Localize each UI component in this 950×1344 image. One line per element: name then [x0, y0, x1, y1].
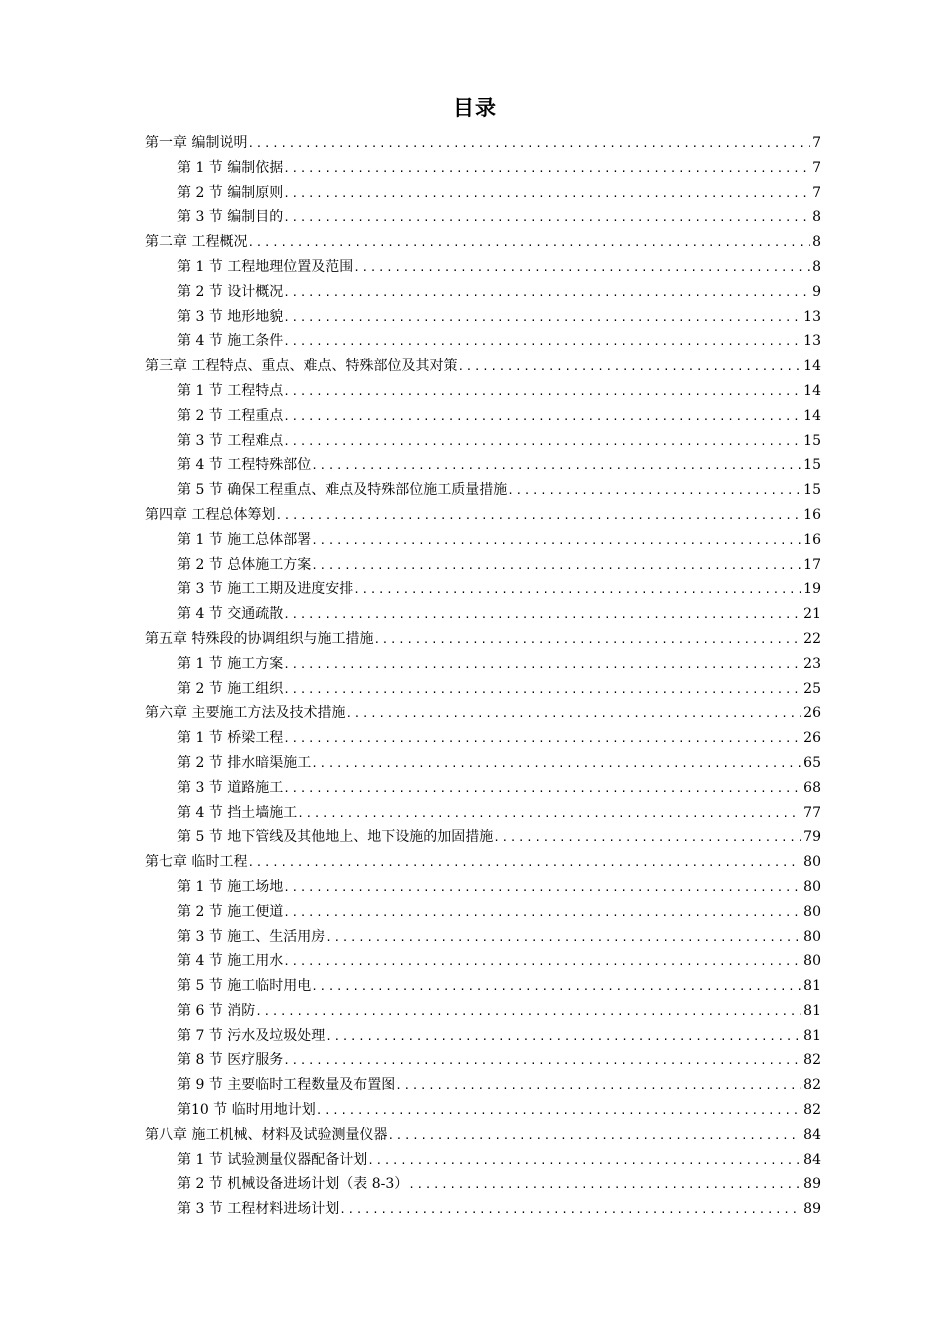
toc-page-number: 82 — [803, 1077, 821, 1094]
toc-section-entry[interactable] — [145, 926, 821, 951]
toc-section-entry[interactable] — [145, 901, 821, 926]
toc-entry-label: 第 2 节 排水暗渠施工 — [177, 754, 312, 771]
toc-dot-leader — [297, 807, 801, 820]
toc-page-number: 80 — [803, 903, 821, 920]
toc-dot-leader — [247, 236, 810, 249]
toc-dot-leader — [353, 583, 801, 596]
toc-dot-leader — [283, 385, 801, 398]
toc-entry-label: 第一章 编制说明 — [145, 135, 248, 151]
toc-dot-leader — [316, 1104, 801, 1117]
toc-section-entry[interactable] — [145, 678, 821, 703]
toc-page-number: 65 — [803, 754, 821, 771]
toc-page-number: 84 — [803, 1126, 821, 1143]
toc-dot-leader — [283, 906, 801, 919]
toc-section-entry[interactable] — [145, 653, 821, 678]
toc-entry-label: 第八章 施工机械、材料及试验测量仪器 — [145, 1126, 388, 1143]
toc-page-number: 21 — [803, 606, 821, 623]
toc-page-number: 81 — [803, 978, 821, 995]
toc-dot-leader — [275, 509, 801, 522]
toc-page-number: 15 — [803, 432, 821, 449]
toc-dot-leader — [283, 881, 801, 894]
toc-dot-leader — [247, 137, 810, 150]
toc-page-number: 82 — [803, 1102, 821, 1119]
toc-dot-leader — [311, 459, 801, 472]
toc-page-number: 13 — [803, 333, 821, 350]
toc-entry-label: 第10 节 临时用地计划 — [177, 1102, 316, 1119]
toc-dot-leader — [283, 683, 801, 696]
toc-section-entry[interactable] — [145, 777, 821, 802]
toc-entry-label: 第 2 节 总体施工方案 — [177, 556, 312, 573]
toc-entry-label: 第 3 节 工程难点 — [177, 432, 284, 449]
toc-entry-label: 第 1 节 施工总体部署 — [177, 531, 312, 548]
toc-entry-label: 第 4 节 交通疏散 — [177, 606, 284, 623]
toc-chapter-entry[interactable] — [145, 1124, 821, 1149]
toc-page-number: 89 — [803, 1176, 821, 1193]
toc-chapter-entry[interactable] — [145, 702, 821, 727]
toc-section-entry[interactable] — [145, 1025, 821, 1050]
toc-page-number: 16 — [803, 506, 821, 523]
toc-entry-label: 第五章 特殊段的协调组织与施工措施 — [145, 630, 374, 647]
toc-dot-leader — [283, 732, 801, 745]
toc-page-number: 8 — [812, 234, 821, 251]
toc-entry-label: 第 2 节 编制原则 — [177, 184, 284, 201]
toc-section-entry[interactable] — [145, 1173, 821, 1198]
toc-entry-label: 第 3 节 施工工期及进度安排 — [177, 581, 354, 598]
toc-dot-leader — [283, 311, 801, 324]
toc-page-number: 26 — [803, 705, 821, 722]
toc-dot-leader — [345, 707, 801, 720]
toc-section-entry[interactable] — [145, 430, 821, 455]
toc-chapter-entry[interactable] — [145, 231, 821, 256]
toc-page-number: 80 — [803, 854, 821, 871]
toc-page-number: 17 — [803, 556, 821, 573]
toc-entry-label: 第 3 节 施工、生活用房 — [177, 928, 326, 945]
toc-entry-label: 第 9 节 主要临时工程数量及布置图 — [177, 1077, 396, 1094]
toc-dot-leader — [408, 1178, 801, 1191]
toc-entry-label: 第 3 节 地形地貌 — [177, 308, 284, 325]
toc-page-number: 81 — [803, 1027, 821, 1044]
toc-entry-label: 第七章 临时工程 — [145, 854, 248, 871]
toc-entry-label: 第 8 节 医疗服务 — [177, 1052, 284, 1069]
toc-chapter-entry[interactable] — [145, 504, 821, 529]
toc-dot-leader — [353, 261, 810, 274]
toc-page-number: 7 — [812, 135, 821, 151]
toc-entry-label: 第 3 节 道路施工 — [177, 779, 284, 796]
toc-section-entry[interactable] — [145, 529, 821, 554]
toc-page-number: 13 — [803, 308, 821, 325]
toc-section-entry[interactable] — [145, 1149, 821, 1174]
toc-page-number: 15 — [803, 482, 821, 499]
toc-section-entry[interactable] — [145, 950, 821, 975]
toc-section-entry[interactable] — [145, 281, 821, 306]
toc-entry-label: 第 7 节 污水及垃圾处理 — [177, 1027, 326, 1044]
toc-page-number: 7 — [812, 159, 821, 176]
toc-section-entry[interactable] — [145, 802, 821, 827]
toc-entry-label: 第 2 节 设计概况 — [177, 283, 284, 300]
toc-dot-leader — [283, 658, 801, 671]
toc-dot-leader — [325, 1030, 801, 1043]
toc-section-entry[interactable] — [145, 578, 821, 603]
toc-dot-leader — [283, 1054, 801, 1067]
toc-section-entry[interactable] — [145, 157, 821, 182]
toc-section-entry[interactable] — [145, 876, 821, 901]
toc-dot-leader — [283, 435, 801, 448]
toc-entry-label: 第 4 节 施工用水 — [177, 953, 284, 970]
toc-entry-label: 第 4 节 挡土墙施工 — [177, 804, 298, 821]
toc-entry-label: 第四章 工程总体筹划 — [145, 506, 276, 523]
toc-entry-label: 第 5 节 施工临时用电 — [177, 978, 312, 995]
toc-entry-label: 第 2 节 施工组织 — [177, 680, 284, 697]
toc-section-entry[interactable] — [145, 256, 821, 281]
toc-dot-leader — [311, 534, 801, 547]
toc-page-number: 26 — [803, 730, 821, 747]
toc-entry-label: 第 4 节 施工条件 — [177, 333, 284, 350]
toc-page-number: 84 — [803, 1151, 821, 1168]
toc-dot-leader — [283, 335, 801, 348]
toc-section-entry[interactable] — [145, 380, 821, 405]
toc-chapter-entry[interactable] — [145, 355, 821, 380]
toc-section-entry[interactable] — [145, 752, 821, 777]
toc-dot-leader — [507, 484, 801, 497]
toc-dot-leader — [373, 633, 801, 646]
toc-entry-label: 第 3 节 工程材料进场计划 — [177, 1201, 340, 1218]
toc-section-entry[interactable] — [145, 206, 821, 231]
toc-dot-leader — [311, 559, 801, 572]
toc-dot-leader — [457, 360, 801, 373]
toc-page-number: 89 — [803, 1201, 821, 1218]
toc-page-number: 68 — [803, 779, 821, 796]
toc-section-entry[interactable] — [145, 479, 821, 504]
toc-entry-label: 第 1 节 工程特点 — [177, 382, 284, 399]
toc-page-number: 81 — [803, 1002, 821, 1019]
toc-chapter-entry[interactable] — [145, 628, 821, 653]
toc-dot-leader — [255, 1005, 801, 1018]
toc-dot-leader — [311, 757, 801, 770]
toc-section-entry[interactable] — [145, 826, 821, 851]
toc-entry-label: 第 5 节 确保工程重点、难点及特殊部位施工质量措施 — [177, 482, 508, 499]
toc-dot-leader — [311, 980, 801, 993]
toc-page-number: 15 — [803, 457, 821, 474]
toc-entry-label: 第 6 节 消防 — [177, 1002, 256, 1019]
toc-page-number: 77 — [803, 804, 821, 821]
toc-section-entry[interactable] — [145, 454, 821, 479]
toc-page-number: 14 — [803, 358, 821, 375]
toc-dot-leader — [283, 286, 810, 299]
toc-dot-leader — [283, 955, 801, 968]
toc-entry-label: 第三章 工程特点、重点、难点、特殊部位及其对策 — [145, 358, 458, 375]
toc-section-entry[interactable] — [145, 1000, 821, 1025]
toc-dot-leader — [283, 410, 801, 423]
toc-entry-label: 第 2 节 工程重点 — [177, 407, 284, 424]
toc-section-entry[interactable] — [145, 330, 821, 355]
toc-dot-leader — [387, 1129, 801, 1142]
toc-dot-leader — [283, 608, 801, 621]
toc-entry-label: 第 1 节 施工方案 — [177, 655, 284, 672]
table-of-contents — [145, 132, 821, 1223]
toc-section-entry[interactable] — [145, 975, 821, 1000]
toc-entry-label: 第六章 主要施工方法及技术措施 — [145, 705, 346, 722]
toc-section-entry[interactable] — [145, 1099, 821, 1124]
toc-entry-label: 第 2 节 施工便道 — [177, 903, 284, 920]
toc-dot-leader — [283, 211, 810, 224]
toc-chapter-entry[interactable] — [145, 132, 821, 157]
toc-entry-label: 第 1 节 桥梁工程 — [177, 730, 284, 747]
toc-dot-leader — [283, 187, 810, 200]
toc-page-number: 80 — [803, 953, 821, 970]
toc-page-number: 19 — [803, 581, 821, 598]
toc-entry-label: 第 4 节 工程特殊部位 — [177, 457, 312, 474]
toc-dot-leader — [339, 1203, 801, 1216]
toc-section-entry[interactable] — [145, 182, 821, 207]
toc-entry-label: 第 5 节 地下管线及其他地上、地下设施的加固措施 — [177, 829, 494, 846]
toc-dot-leader — [395, 1079, 801, 1092]
toc-entry-label: 第 1 节 施工场地 — [177, 878, 284, 895]
toc-page-number: 16 — [803, 531, 821, 548]
toc-chapter-entry[interactable] — [145, 851, 821, 876]
toc-section-entry[interactable] — [145, 554, 821, 579]
toc-dot-leader — [283, 162, 810, 175]
toc-section-entry[interactable] — [145, 1074, 821, 1099]
toc-page-number: 23 — [803, 655, 821, 672]
toc-section-entry[interactable] — [145, 306, 821, 331]
toc-dot-leader — [247, 856, 801, 869]
toc-entry-label: 第二章 工程概况 — [145, 234, 248, 251]
toc-page-number: 8 — [812, 258, 821, 275]
toc-entry-label: 第 1 节 编制依据 — [177, 159, 284, 176]
toc-entry-label: 第 3 节 编制目的 — [177, 209, 284, 226]
toc-section-entry[interactable] — [145, 603, 821, 628]
toc-dot-leader — [367, 1154, 801, 1167]
toc-page-number: 14 — [803, 407, 821, 424]
toc-page-number: 82 — [803, 1052, 821, 1069]
toc-page-number: 8 — [812, 209, 821, 226]
toc-entry-label: 第 2 节 机械设备进场计划（表 8-3） — [177, 1176, 409, 1193]
toc-page-number: 80 — [803, 928, 821, 945]
toc-section-entry[interactable] — [145, 1049, 821, 1074]
toc-section-entry[interactable] — [145, 405, 821, 430]
toc-page-number: 9 — [812, 283, 821, 300]
toc-section-entry[interactable] — [145, 727, 821, 752]
toc-dot-leader — [283, 782, 801, 795]
page-title: 目录 — [453, 96, 497, 120]
toc-section-entry[interactable] — [145, 1198, 821, 1223]
toc-page-number: 14 — [803, 382, 821, 399]
toc-page-number: 25 — [803, 680, 821, 697]
toc-entry-label: 第 1 节 试验测量仪器配备计划 — [177, 1151, 368, 1168]
toc-entry-label: 第 1 节 工程地理位置及范围 — [177, 258, 354, 275]
toc-dot-leader — [325, 931, 801, 944]
toc-dot-leader — [493, 831, 801, 844]
toc-page-number: 80 — [803, 878, 821, 895]
toc-page-number: 7 — [812, 184, 821, 201]
toc-page-number: 79 — [803, 829, 821, 846]
toc-page-number: 22 — [803, 630, 821, 647]
